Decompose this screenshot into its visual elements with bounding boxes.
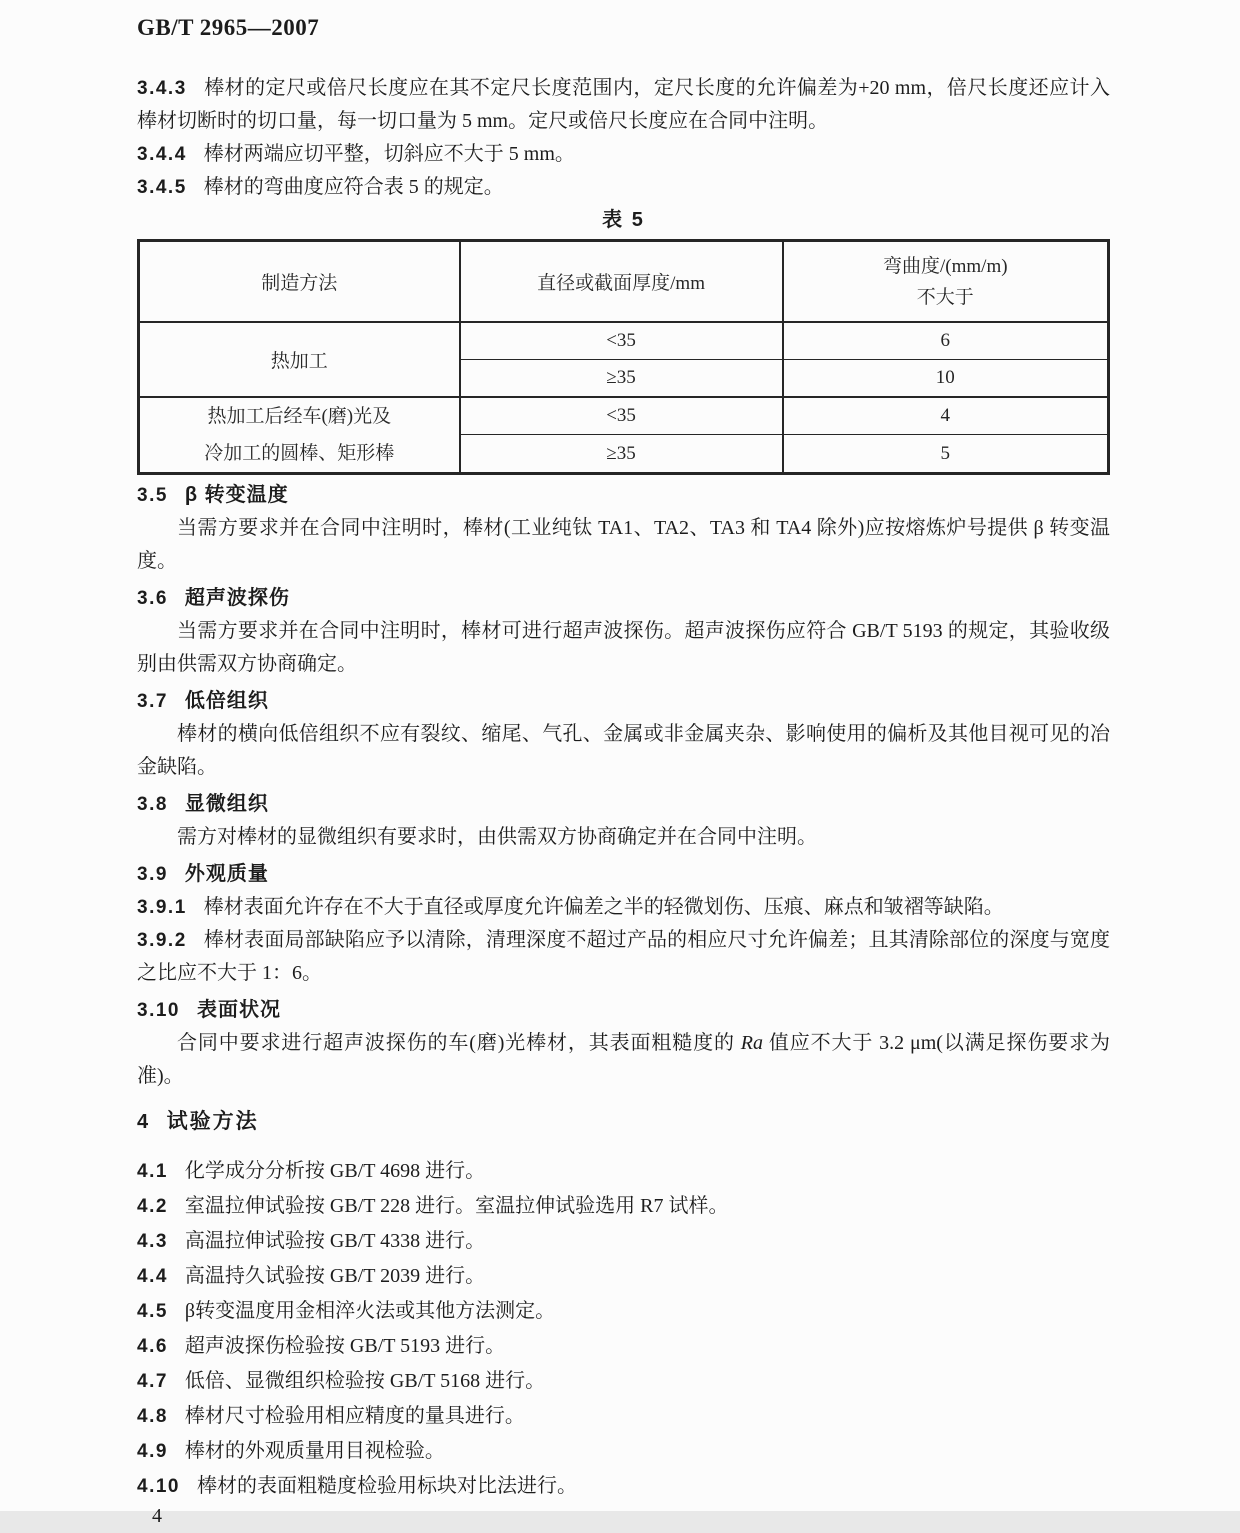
list-item-4-8 [137, 1399, 1110, 1434]
clause-number: 3.4.5 [137, 177, 187, 198]
method-cell: 热加工 [139, 322, 460, 397]
section-title: 显微组织 [184, 793, 269, 815]
section-title: 外观质量 [184, 863, 269, 885]
clause-text: 棒材的弯曲度应符合表 5 的规定。 [203, 176, 504, 198]
ra-symbol: Ra [740, 1032, 763, 1054]
method-line2: 冷加工的圆棒、矩形棒 [204, 443, 395, 464]
section-number: 3.5 [137, 485, 168, 506]
header-method: 制造方法 [139, 241, 460, 323]
item-number: 4.5 [137, 1301, 168, 1322]
heading-4 [137, 1105, 1110, 1139]
header-bend-line1: 弯曲度/(mm/m) [883, 255, 1008, 277]
body-3-10 [137, 1027, 1110, 1093]
item-number: 4.7 [137, 1371, 168, 1392]
item-text: 化学成分分析按 GB/T 4698 进行。 [184, 1160, 486, 1182]
section-number: 3.7 [137, 691, 168, 712]
clause-number: 3.4.3 [137, 78, 187, 99]
clause-number: 3.9.2 [137, 930, 187, 951]
heading-3-9 [137, 858, 1110, 891]
list-item-4-6 [137, 1329, 1110, 1364]
list-item-4-3 [137, 1224, 1110, 1259]
body-text: 合同中要求进行超声波探伤的车(磨)光棒材，其表面粗糙度的 [177, 1032, 741, 1054]
item-number: 4.1 [137, 1161, 168, 1182]
header-bend-line2: 不大于 [916, 286, 974, 308]
item-text: 高温拉伸试验按 GB/T 4338 进行。 [184, 1230, 486, 1252]
bend-cell: 4 [783, 397, 1109, 435]
clause-3-4-5 [137, 171, 1110, 204]
body-3-5: 当需方要求并在合同中注明时，棒材(工业纯钛 TA1、TA2、TA3 和 TA4 除外)应按熔炼炉号提供 β 转变温度。 [137, 517, 1110, 572]
list-item-4-4 [137, 1259, 1110, 1294]
heading-3-6 [137, 582, 1110, 615]
item-number: 4.6 [137, 1336, 168, 1357]
bend-cell: 6 [783, 322, 1109, 360]
clause-text: 棒材表面局部缺陷应予以清除，清理深度不超过产品的相应尺寸允许偏差；且其清除部位的深度与宽度之比应不大于 1：6。 [137, 929, 1110, 984]
section-title: 超声波探伤 [184, 587, 290, 609]
size-cell: ≥35 [460, 435, 783, 474]
section-number: 3.6 [137, 588, 168, 609]
item-number: 4.2 [137, 1196, 168, 1217]
test-method-list [137, 1154, 1110, 1504]
table-row [139, 322, 1109, 360]
method-cell [139, 397, 460, 474]
section-number: 3.8 [137, 794, 168, 815]
list-item-4-1 [137, 1154, 1110, 1189]
doc-number: GB/T 2965—2007 [137, 15, 320, 40]
body-3-8: 需方对棒材的显微组织有要求时，由供需双方协商确定并在合同中注明。 [177, 826, 817, 848]
item-text: 高温持久试验按 GB/T 2039 进行。 [184, 1265, 486, 1287]
heading-3-10 [137, 994, 1110, 1027]
heading-3-5 [137, 479, 1110, 512]
method-line1: 热加工后经车(磨)光及 [207, 406, 392, 427]
item-text: 超声波探伤检验按 GB/T 5193 进行。 [184, 1335, 506, 1357]
bend-spec-table [137, 239, 1110, 475]
list-item-4-9 [137, 1434, 1110, 1469]
item-text: 棒材尺寸检验用相应精度的量具进行。 [184, 1405, 525, 1427]
item-text: 棒材的表面粗糙度检验用标块对比法进行。 [196, 1475, 577, 1497]
clause-3-9-1 [137, 891, 1110, 924]
section-title: β 转变温度 [184, 484, 289, 506]
heading-3-7 [137, 685, 1110, 718]
clause-text: 棒材表面允许存在不大于直径或厚度允许偏差之半的轻微划伤、压痕、麻点和皱褶等缺陷。 [203, 896, 1004, 918]
item-text: 低倍、显微组织检验按 GB/T 5168 进行。 [184, 1370, 546, 1392]
chapter-number: 4 [137, 1111, 150, 1133]
section-title: 低倍组织 [184, 690, 269, 712]
body-text: 值应不大于 3.2 μm(以满足探伤要求为准)。 [137, 1032, 1110, 1087]
item-number: 4.8 [137, 1406, 168, 1427]
page-number: 4 [152, 1505, 162, 1527]
section-number: 3.9 [137, 864, 168, 885]
clause-text: 棒材的定尺或倍尺长度应在其不定尺长度范围内，定尺长度的允许偏差为+20 mm，倍尺长度还应计入棒材切断时的切口量，每一切口量为 5 mm。定尺或倍尺长度应在合同中注明。 [137, 77, 1110, 132]
item-number: 4.9 [137, 1441, 168, 1462]
list-item-4-10 [137, 1469, 1110, 1504]
section-title: 表面状况 [196, 999, 281, 1021]
item-number: 4.3 [137, 1231, 168, 1252]
list-item-4-5 [137, 1294, 1110, 1329]
table-caption: 表 5 [602, 209, 645, 231]
bend-cell: 10 [783, 360, 1109, 398]
table-header-row [139, 241, 1109, 323]
clause-text: 棒材两端应切平整，切斜应不大于 5 mm。 [203, 143, 575, 165]
item-number: 4.4 [137, 1266, 168, 1287]
heading-3-8 [137, 788, 1110, 821]
body-3-6: 当需方要求并在合同中注明时，棒材可进行超声波探伤。超声波探伤应符合 GB/T 5193 的规定，其验收级别由供需双方协商确定。 [137, 620, 1110, 675]
section-number: 3.10 [137, 1000, 180, 1021]
list-item-4-7 [137, 1364, 1110, 1399]
item-text: 棒材的外观质量用目视检验。 [184, 1440, 445, 1462]
bend-cell: 5 [783, 435, 1109, 474]
clause-3-9-2 [137, 924, 1110, 990]
size-cell: <35 [460, 397, 783, 435]
table-row [139, 397, 1109, 435]
clause-number: 3.4.4 [137, 144, 187, 165]
item-text: β转变温度用金相淬火法或其他方法测定。 [184, 1300, 556, 1322]
body-3-7: 棒材的横向低倍组织不应有裂纹、缩尾、气孔、金属或非金属夹杂、影响使用的偏析及其他目视可见的冶金缺陷。 [137, 723, 1110, 778]
header-size: 直径或截面厚度/mm [460, 241, 783, 323]
clause-number: 3.9.1 [137, 897, 187, 918]
chapter-title: 试验方法 [166, 1110, 259, 1133]
item-number: 4.10 [137, 1476, 180, 1497]
clause-3-4-3 [137, 72, 1110, 138]
item-text: 室温拉伸试验按 GB/T 228 进行。室温拉伸试验选用 R7 试样。 [184, 1195, 729, 1217]
size-cell: <35 [460, 322, 783, 360]
list-item-4-2 [137, 1189, 1110, 1224]
header-bend [783, 241, 1109, 323]
size-cell: ≥35 [460, 360, 783, 398]
clause-3-4-4 [137, 138, 1110, 171]
